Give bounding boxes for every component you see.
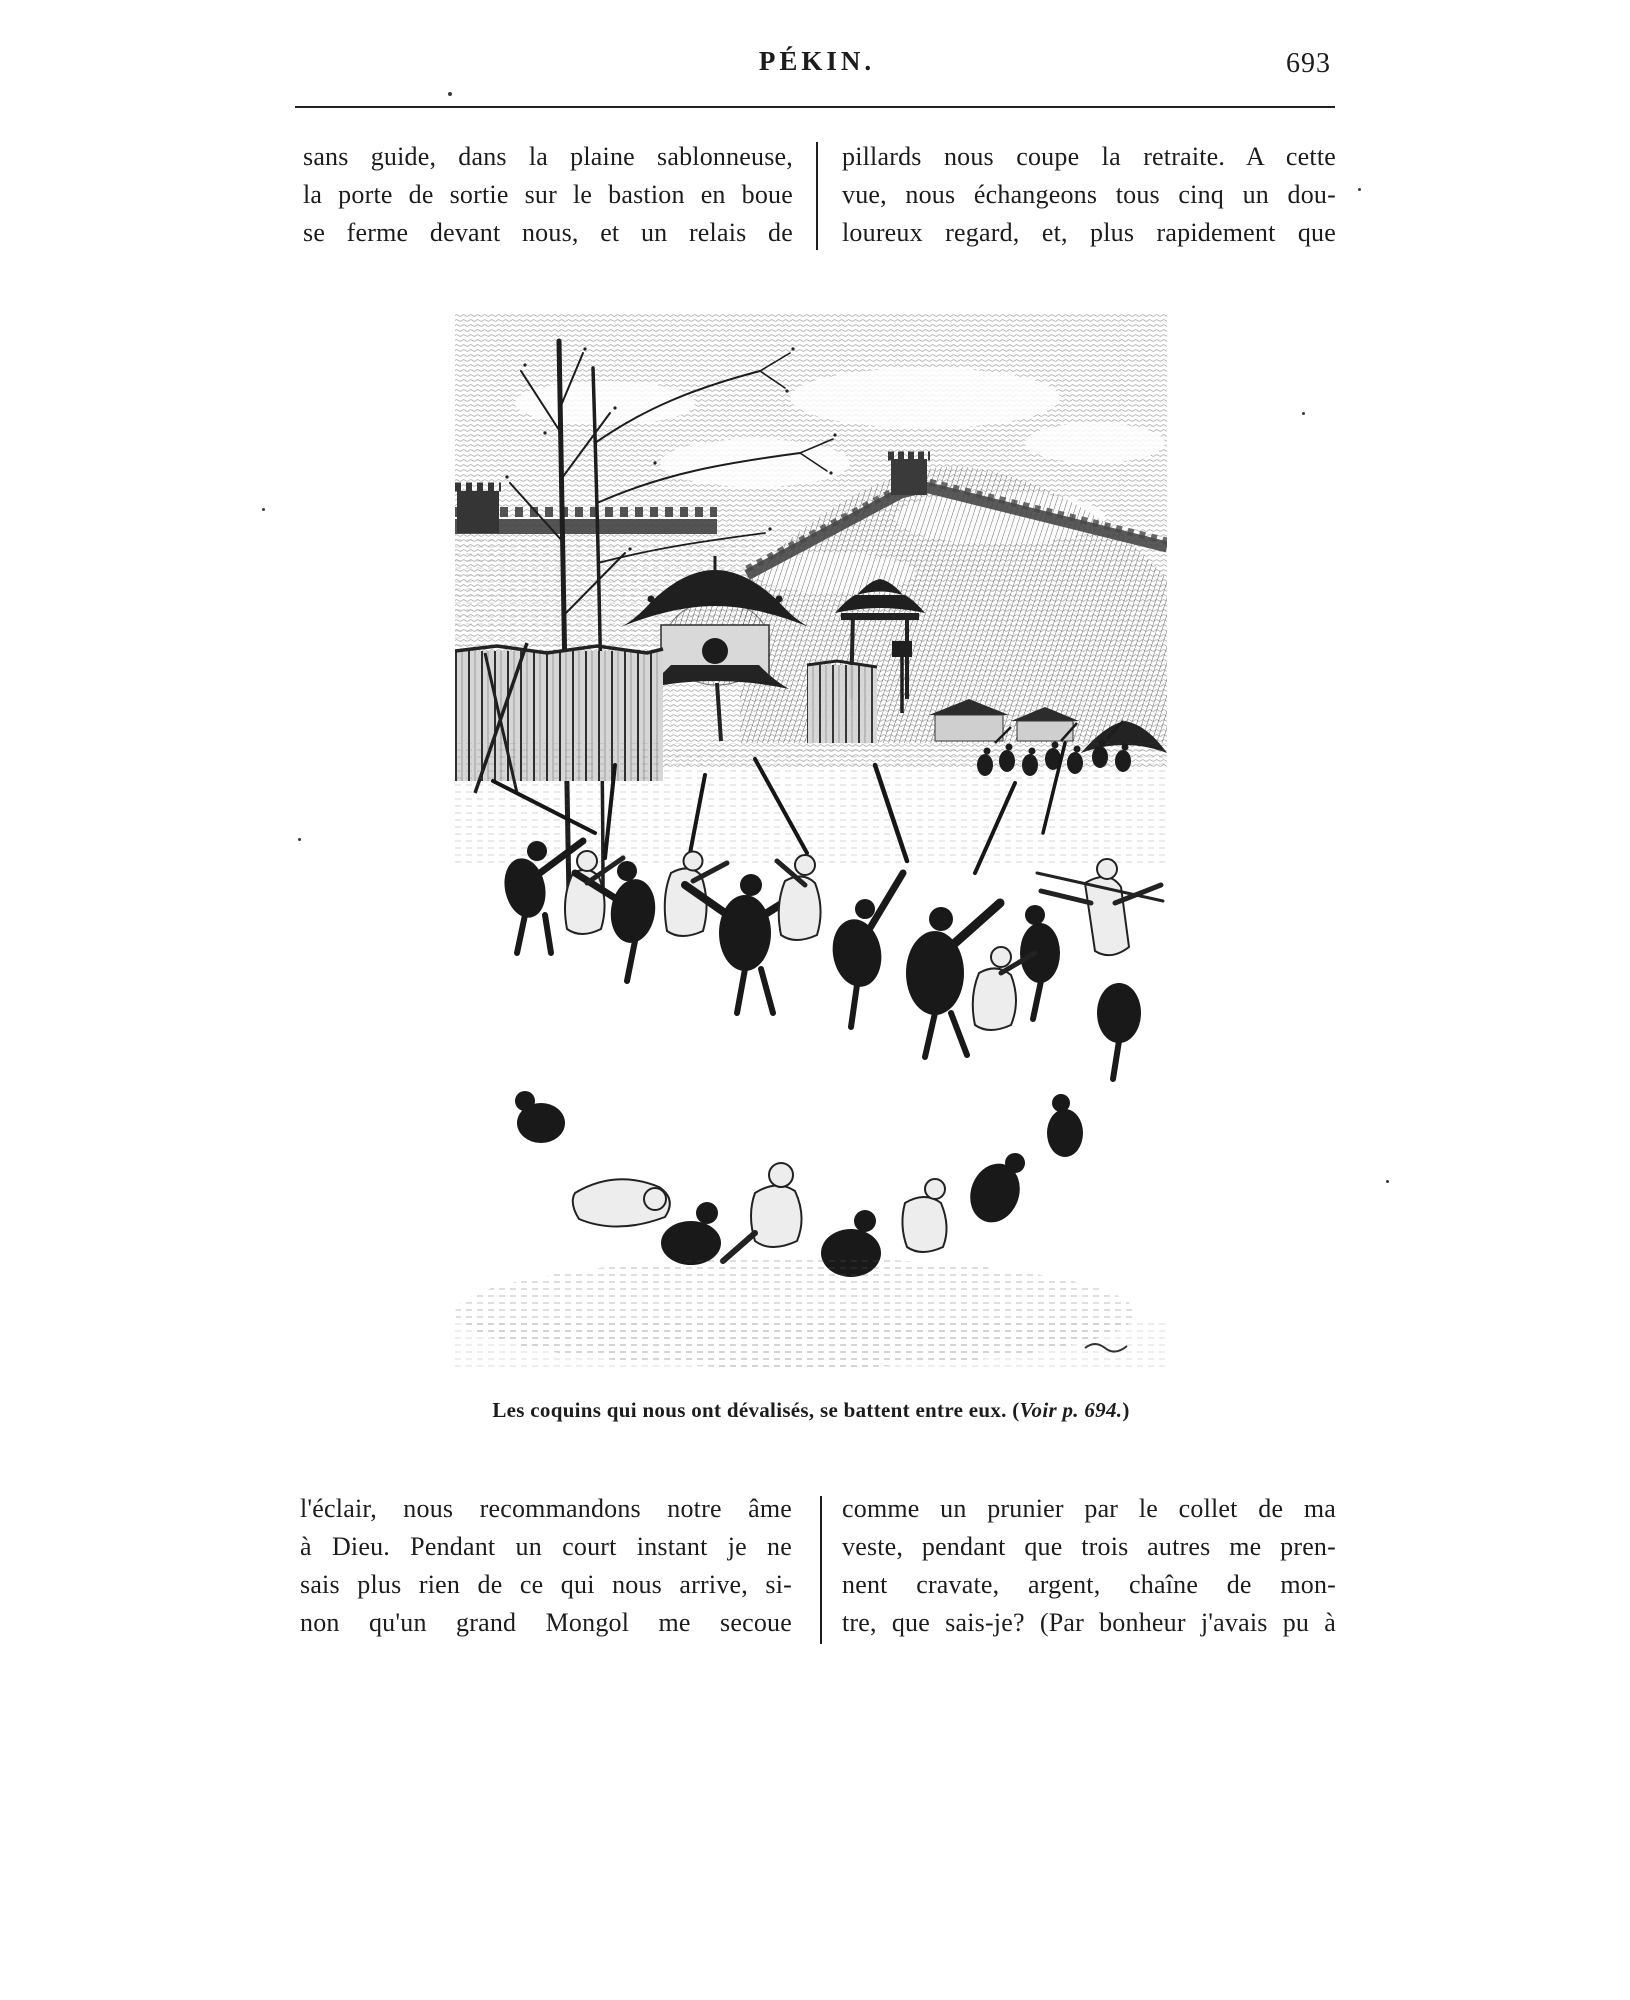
caption-close: ) [1122, 1398, 1130, 1422]
page-number: 693 [1286, 48, 1331, 79]
scan-speck [298, 838, 301, 841]
scan-speck [1386, 1180, 1389, 1183]
illustration-caption [445, 1398, 1177, 1423]
text-line: pillards nous coupe la retraite. A cette [842, 142, 1336, 171]
caption-reference: Voir p. 694. [1019, 1398, 1123, 1422]
text-line: tre, que sais-je? (Par bonheur j'avais pu à [842, 1608, 1336, 1637]
text-line: l'éclair, nous recommandons notre âme [300, 1494, 792, 1523]
text-line: sais plus rien de ce qui nous arrive, si- [300, 1570, 792, 1599]
bottom-left-column [300, 1490, 792, 1642]
scan-speck [1302, 412, 1305, 415]
scan-speck [1358, 188, 1361, 191]
page-title: PÉKIN. [758, 46, 876, 76]
text-line: veste, pendant que trois autres me pren- [842, 1532, 1336, 1561]
bottom-right-column [842, 1490, 1336, 1642]
engraving-svg [455, 313, 1167, 1371]
scan-speck [262, 508, 265, 511]
column-divider [820, 1496, 822, 1644]
foreground-hatching [455, 1318, 1167, 1368]
text-line: se ferme devant nous, et un relais de [303, 218, 793, 247]
text-line: non qu'un grand Mongol me secoue [300, 1608, 792, 1637]
caption-text: Les coquins qui nous ont dévalisés, se battent entre eux. ( [492, 1398, 1020, 1422]
illustration [455, 313, 1167, 1371]
text-line: sans guide, dans la plaine sablonneuse, [303, 142, 793, 171]
text-line: comme un prunier par le collet de ma [842, 1494, 1336, 1523]
text-line: vue, nous échangeons tous cinq un dou- [842, 180, 1336, 209]
text-line: la porte de sortie sur le bastion en boue [303, 180, 793, 209]
text-line: loureux regard, et, plus rapidement que [842, 218, 1336, 247]
scan-speck [448, 92, 452, 96]
text-line: à Dieu. Pendant un court instant je ne [300, 1532, 792, 1561]
text-line: nent cravate, argent, chaîne de mon- [842, 1570, 1336, 1599]
top-left-column [303, 138, 793, 252]
top-right-column [842, 138, 1336, 252]
header-rule [295, 106, 1335, 108]
column-divider [816, 142, 818, 250]
